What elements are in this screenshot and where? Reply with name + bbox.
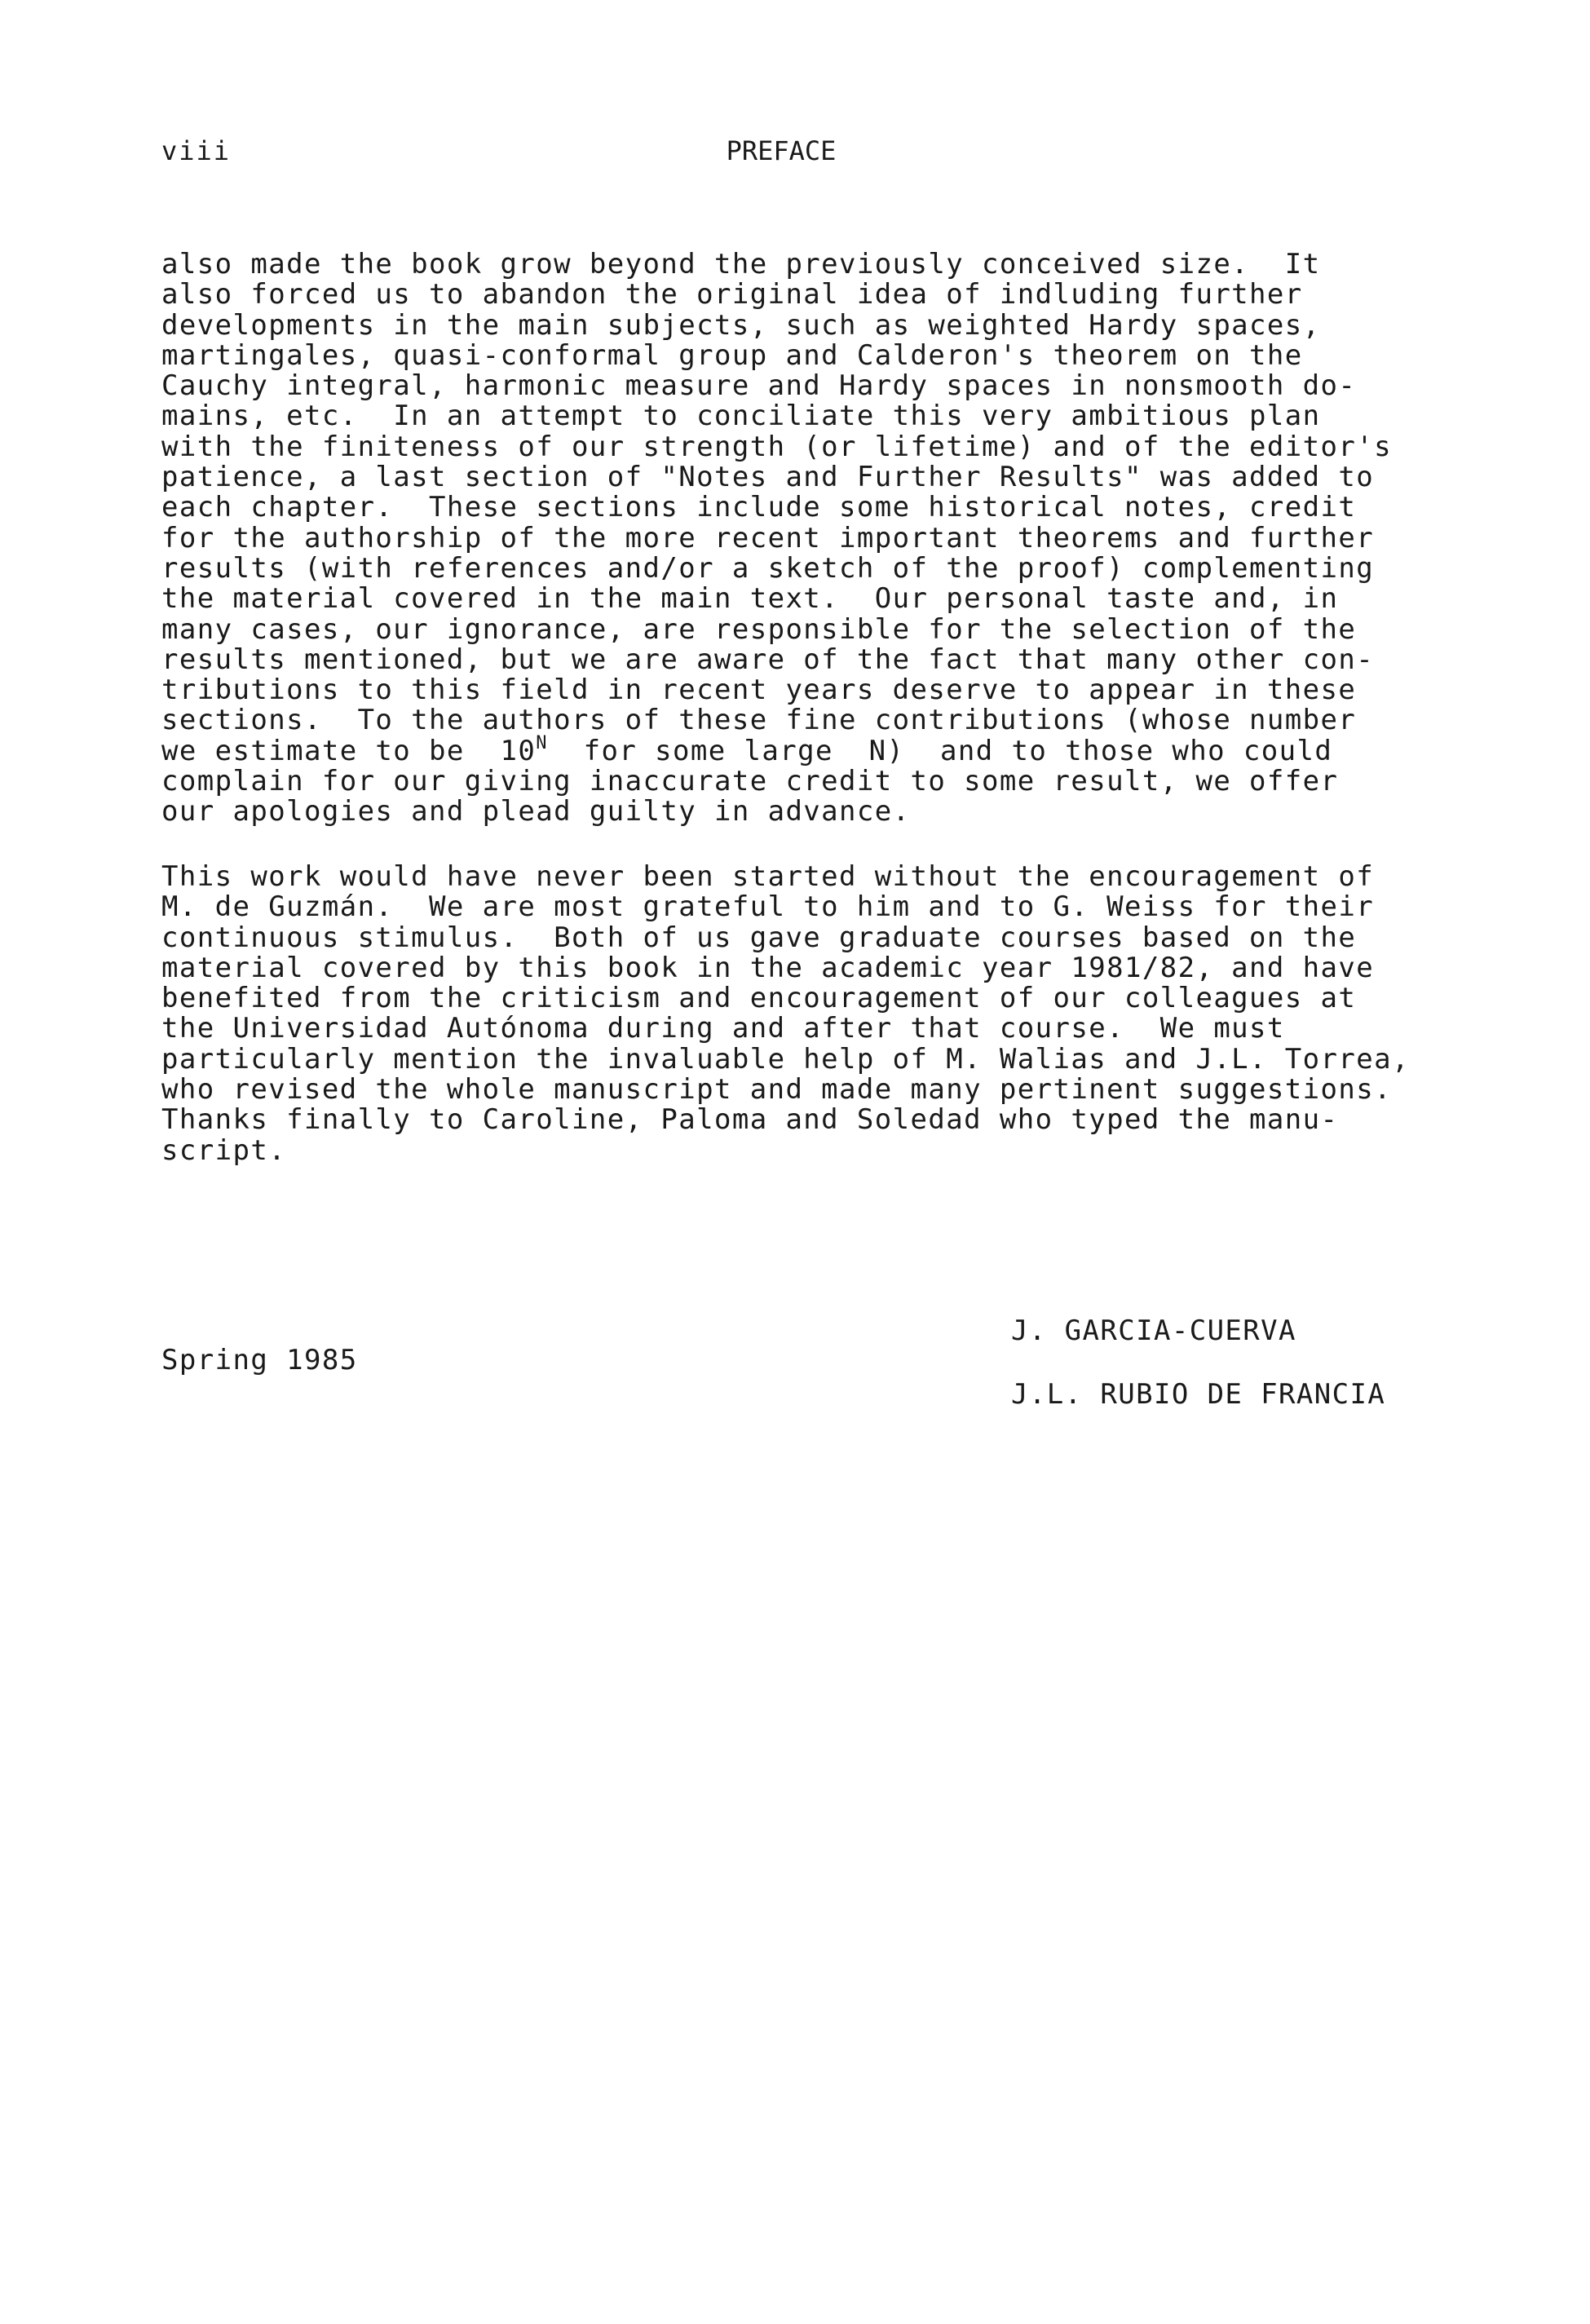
text-line-with-exponent — [161, 732, 1433, 767]
author-signature-2: J.L. RUBIO DE FRANCIA — [1011, 1378, 1386, 1411]
text-line: our apologies and plead guilty in advance. — [161, 795, 911, 828]
text-line: complain for our giving inaccurate credit to some result, we offer — [161, 765, 1339, 798]
text-line: This work would have never been started without the encouragement of — [161, 860, 1375, 893]
text-line: with the finiteness of our strength (or lifetime) and of the editor's — [161, 430, 1393, 463]
text-line: particularly mention the invaluable help of M. Walias and J.L. Torrea, — [161, 1042, 1410, 1076]
text-line: martingales, quasi-conformal group and Calderon's theorem on the — [161, 338, 1303, 372]
running-title: PREFACE — [726, 135, 837, 166]
estimate-text-after: for some large N) and to those who could — [547, 734, 1333, 767]
text-line: each chapter. These sections include some historical notes, credit — [161, 491, 1357, 524]
text-line: Cauchy integral, harmonic measure and Hardy spaces in nonsmooth do- — [161, 369, 1357, 403]
text-line: Thanks finally to Caroline, Paloma and Soledad who typed the manu- — [161, 1103, 1339, 1137]
text-line: mains, etc. In an attempt to conciliate this very ambitious plan — [161, 400, 1321, 433]
text-line: results (with references and/or a sketch of the proof) complementing — [161, 551, 1375, 585]
exponent-n: N — [536, 732, 548, 753]
dateline: Spring 1985 — [161, 1344, 358, 1376]
text-line: continuous stimulus. Both of us gave graduate courses based on the — [161, 921, 1357, 954]
text-line: also forced us to abandon the original idea of indluding further — [161, 278, 1303, 311]
running-head — [161, 130, 1401, 171]
estimate-text-before: we estimate to be 10 — [161, 734, 537, 767]
text-line: results mentioned, but we are aware of the fact that many other con- — [161, 643, 1375, 676]
text-line: benefited from the criticism and encouragement of our colleagues at — [161, 982, 1357, 1015]
text-line: the Universidad Autónoma during and after that course. We must — [161, 1012, 1285, 1045]
text-line: also made the book grow beyond the previously conceived size. It — [161, 248, 1321, 281]
text-line: script. — [161, 1133, 287, 1167]
text-line: patience, a last section of "Notes and Further Results" was added to — [161, 461, 1375, 494]
text-line: who revised the whole manuscript and made many pertinent suggestions. — [161, 1073, 1393, 1107]
preface-paragraph-2 — [161, 862, 1433, 1166]
text-line: developments in the main subjects, such as weighted Hardy spaces, — [161, 308, 1321, 342]
text-line: material covered by this book in the academic year 1981/82, and have — [161, 951, 1375, 984]
text-line: the material covered in the main text. Our personal taste and, in — [161, 582, 1339, 616]
text-line: tributions to this field in recent years deserve to appear in these — [161, 674, 1357, 707]
author-signature-1: J. GARCIA-CUERVA — [1011, 1314, 1296, 1347]
text-line: sections. To the authors of these fine contributions (whose number — [161, 704, 1357, 737]
text-line: many cases, our ignorance, are responsible for the selection of the — [161, 612, 1357, 646]
text-line: M. de Guzmán. We are most grateful to him and to G. Weiss for their — [161, 890, 1375, 924]
page-number: viii — [161, 135, 232, 166]
text-line: for the authorship of the more recent important theorems and further — [161, 521, 1375, 554]
preface-paragraph-1 — [161, 250, 1433, 828]
